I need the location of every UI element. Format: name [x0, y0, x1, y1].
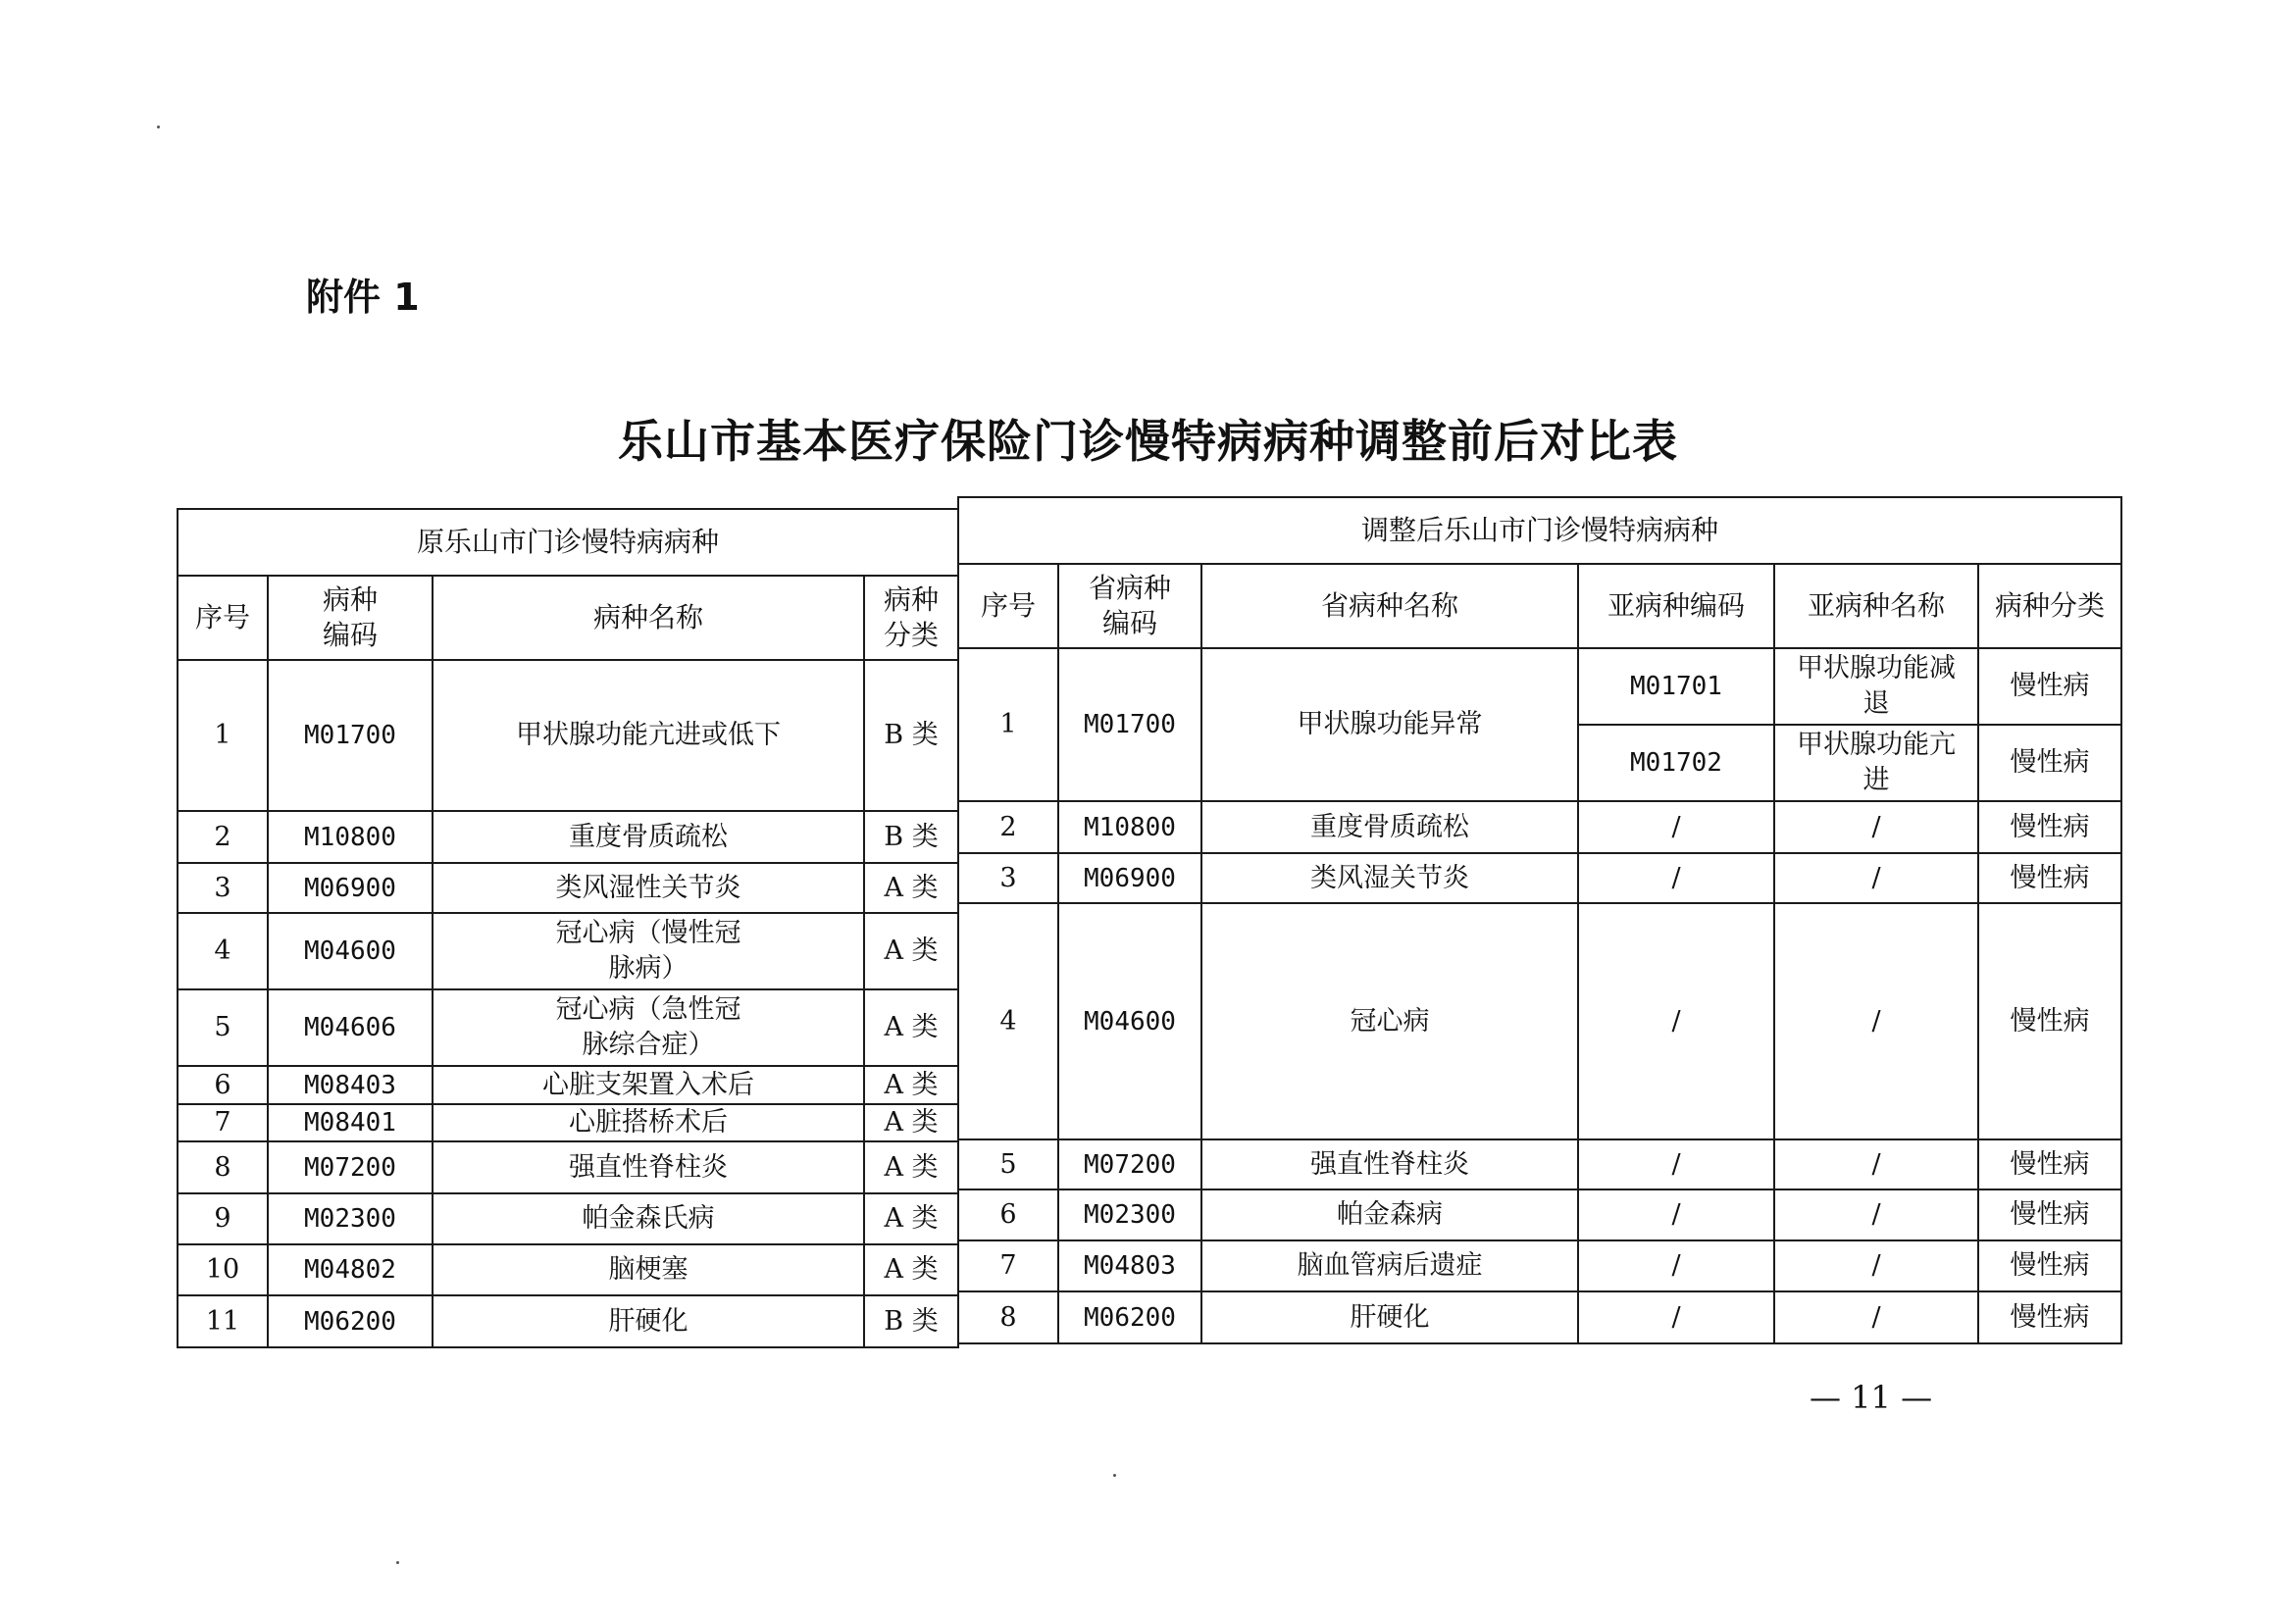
row-sub-name: 甲状腺功能亢 进 [1774, 725, 1978, 801]
row-class: 慢性病 [1978, 725, 2121, 801]
table-row [958, 853, 2121, 903]
table-row [178, 1141, 958, 1193]
row-class: 慢性病 [1978, 853, 2121, 903]
row-class: A 类 [864, 1141, 958, 1193]
row-sub-name: / [1774, 1189, 1978, 1240]
row-name: 脑梗塞 [433, 1244, 864, 1295]
right-col-class: 病种分类 [1978, 564, 2121, 648]
row-name: 类风湿性关节炎 [433, 863, 864, 913]
row-class: 慢性病 [1978, 648, 2121, 725]
row-sub-name: / [1774, 1240, 1978, 1291]
row-name: 强直性脊柱炎 [1201, 1139, 1578, 1189]
original-disease-table [177, 508, 959, 1348]
row-code: M10800 [1058, 801, 1201, 853]
row-class: A 类 [864, 913, 958, 989]
left-col-class: 病种 分类 [864, 576, 958, 660]
adjusted-disease-table [957, 496, 2122, 1344]
table-row [178, 863, 958, 913]
row-class: 慢性病 [1978, 1189, 2121, 1240]
row-class: B 类 [864, 811, 958, 863]
row-class: A 类 [864, 1104, 958, 1141]
attachment-label: 附件 1 [306, 276, 420, 319]
row-class: 慢性病 [1978, 1139, 2121, 1189]
row-sub-code: / [1578, 1240, 1774, 1291]
row-no: 6 [958, 1189, 1058, 1240]
row-sub-name: 甲状腺功能减 退 [1774, 648, 1978, 725]
row-sub-code: / [1578, 801, 1774, 853]
row-no: 6 [178, 1066, 268, 1104]
row-code: M06200 [1058, 1291, 1201, 1343]
table-row [178, 1104, 958, 1141]
row-sub-code: / [1578, 853, 1774, 903]
table-row [958, 801, 2121, 853]
row-no: 8 [958, 1291, 1058, 1343]
row-no: 4 [178, 913, 268, 989]
row-sub-name: / [1774, 903, 1978, 1139]
row-name: 甲状腺功能亢进或低下 [433, 660, 864, 811]
left-col-code: 病种 编码 [268, 576, 433, 660]
row-name: 重度骨质疏松 [433, 811, 864, 863]
row-class: 慢性病 [1978, 1291, 2121, 1343]
row-sub-code: / [1578, 1291, 1774, 1343]
table-row [178, 989, 958, 1066]
table-row [178, 1295, 958, 1347]
page-number: — 11 — [1810, 1379, 1933, 1416]
table-row [178, 811, 958, 863]
row-code: M04802 [268, 1244, 433, 1295]
table-row [958, 1291, 2121, 1343]
row-no: 9 [178, 1193, 268, 1244]
right-col-code: 省病种 编码 [1058, 564, 1201, 648]
table-row [958, 1189, 2121, 1240]
row-code: M01700 [268, 660, 433, 811]
row-code: M04803 [1058, 1240, 1201, 1291]
scan-speck [396, 1561, 399, 1564]
row-name: 心脏支架置入术后 [433, 1066, 864, 1104]
row-class: A 类 [864, 1066, 958, 1104]
row-code: M02300 [268, 1193, 433, 1244]
right-col-no: 序号 [958, 564, 1058, 648]
row-name: 帕金森病 [1201, 1189, 1578, 1240]
row-sub-name: / [1774, 1139, 1978, 1189]
left-col-no: 序号 [178, 576, 268, 660]
table-row [178, 1244, 958, 1295]
left-group-header: 原乐山市门诊慢特病病种 [178, 509, 958, 576]
table-row [178, 1066, 958, 1104]
row-class: A 类 [864, 1244, 958, 1295]
table-row [178, 913, 958, 989]
row-no: 3 [178, 863, 268, 913]
right-col-sub-code: 亚病种编码 [1578, 564, 1774, 648]
row-no: 7 [178, 1104, 268, 1141]
scan-speck [157, 126, 160, 128]
row-code: M06900 [268, 863, 433, 913]
row-class: B 类 [864, 1295, 958, 1347]
row-class: 慢性病 [1978, 801, 2121, 853]
row-name: 肝硬化 [1201, 1291, 1578, 1343]
row-class: A 类 [864, 1193, 958, 1244]
table-row [958, 648, 2121, 725]
row-class: A 类 [864, 863, 958, 913]
row-no: 2 [958, 801, 1058, 853]
row-no: 8 [178, 1141, 268, 1193]
row-no: 3 [958, 853, 1058, 903]
row-no: 5 [958, 1139, 1058, 1189]
row-sub-name: / [1774, 801, 1978, 853]
row-no: 2 [178, 811, 268, 863]
row-no: 5 [178, 989, 268, 1066]
row-no: 1 [958, 648, 1058, 801]
table-row [958, 903, 2121, 1139]
right-col-name: 省病种名称 [1201, 564, 1578, 648]
scan-speck [1113, 1474, 1116, 1477]
row-code: M08403 [268, 1066, 433, 1104]
left-col-name: 病种名称 [433, 576, 864, 660]
row-code: M04600 [268, 913, 433, 989]
row-code: M04600 [1058, 903, 1201, 1139]
row-sub-code: / [1578, 1189, 1774, 1240]
row-name: 肝硬化 [433, 1295, 864, 1347]
table-row [178, 1193, 958, 1244]
row-name: 冠心病（急性冠 脉综合症） [433, 989, 864, 1066]
row-name: 心脏搭桥术后 [433, 1104, 864, 1141]
row-sub-code: / [1578, 903, 1774, 1139]
row-code: M07200 [1058, 1139, 1201, 1189]
row-code: M01700 [1058, 648, 1201, 801]
table-row [958, 1240, 2121, 1291]
row-no: 4 [958, 903, 1058, 1139]
row-no: 11 [178, 1295, 268, 1347]
table-row [958, 1139, 2121, 1189]
row-name: 冠心病（慢性冠 脉病） [433, 913, 864, 989]
right-col-sub-name: 亚病种名称 [1774, 564, 1978, 648]
row-name: 强直性脊柱炎 [433, 1141, 864, 1193]
row-sub-name: / [1774, 853, 1978, 903]
row-name: 脑血管病后遗症 [1201, 1240, 1578, 1291]
row-name: 甲状腺功能异常 [1201, 648, 1578, 801]
right-group-header: 调整后乐山市门诊慢特病病种 [958, 497, 2121, 564]
row-name: 冠心病 [1201, 903, 1578, 1139]
row-class: 慢性病 [1978, 1240, 2121, 1291]
row-class: A 类 [864, 989, 958, 1066]
row-code: M04606 [268, 989, 433, 1066]
row-name: 重度骨质疏松 [1201, 801, 1578, 853]
row-code: M10800 [268, 811, 433, 863]
table-row [178, 660, 958, 811]
row-class: B 类 [864, 660, 958, 811]
row-name: 类风湿关节炎 [1201, 853, 1578, 903]
row-no: 1 [178, 660, 268, 811]
row-sub-code: M01702 [1578, 725, 1774, 801]
row-code: M07200 [268, 1141, 433, 1193]
row-code: M08401 [268, 1104, 433, 1141]
row-no: 7 [958, 1240, 1058, 1291]
row-class: 慢性病 [1978, 903, 2121, 1139]
row-code: M06900 [1058, 853, 1201, 903]
row-sub-code: / [1578, 1139, 1774, 1189]
document-title: 乐山市基本医疗保险门诊慢特病病种调整前后对比表 [618, 415, 1678, 468]
row-code: M02300 [1058, 1189, 1201, 1240]
row-name: 帕金森氏病 [433, 1193, 864, 1244]
row-code: M06200 [268, 1295, 433, 1347]
row-sub-name: / [1774, 1291, 1978, 1343]
row-no: 10 [178, 1244, 268, 1295]
row-sub-code: M01701 [1578, 648, 1774, 725]
